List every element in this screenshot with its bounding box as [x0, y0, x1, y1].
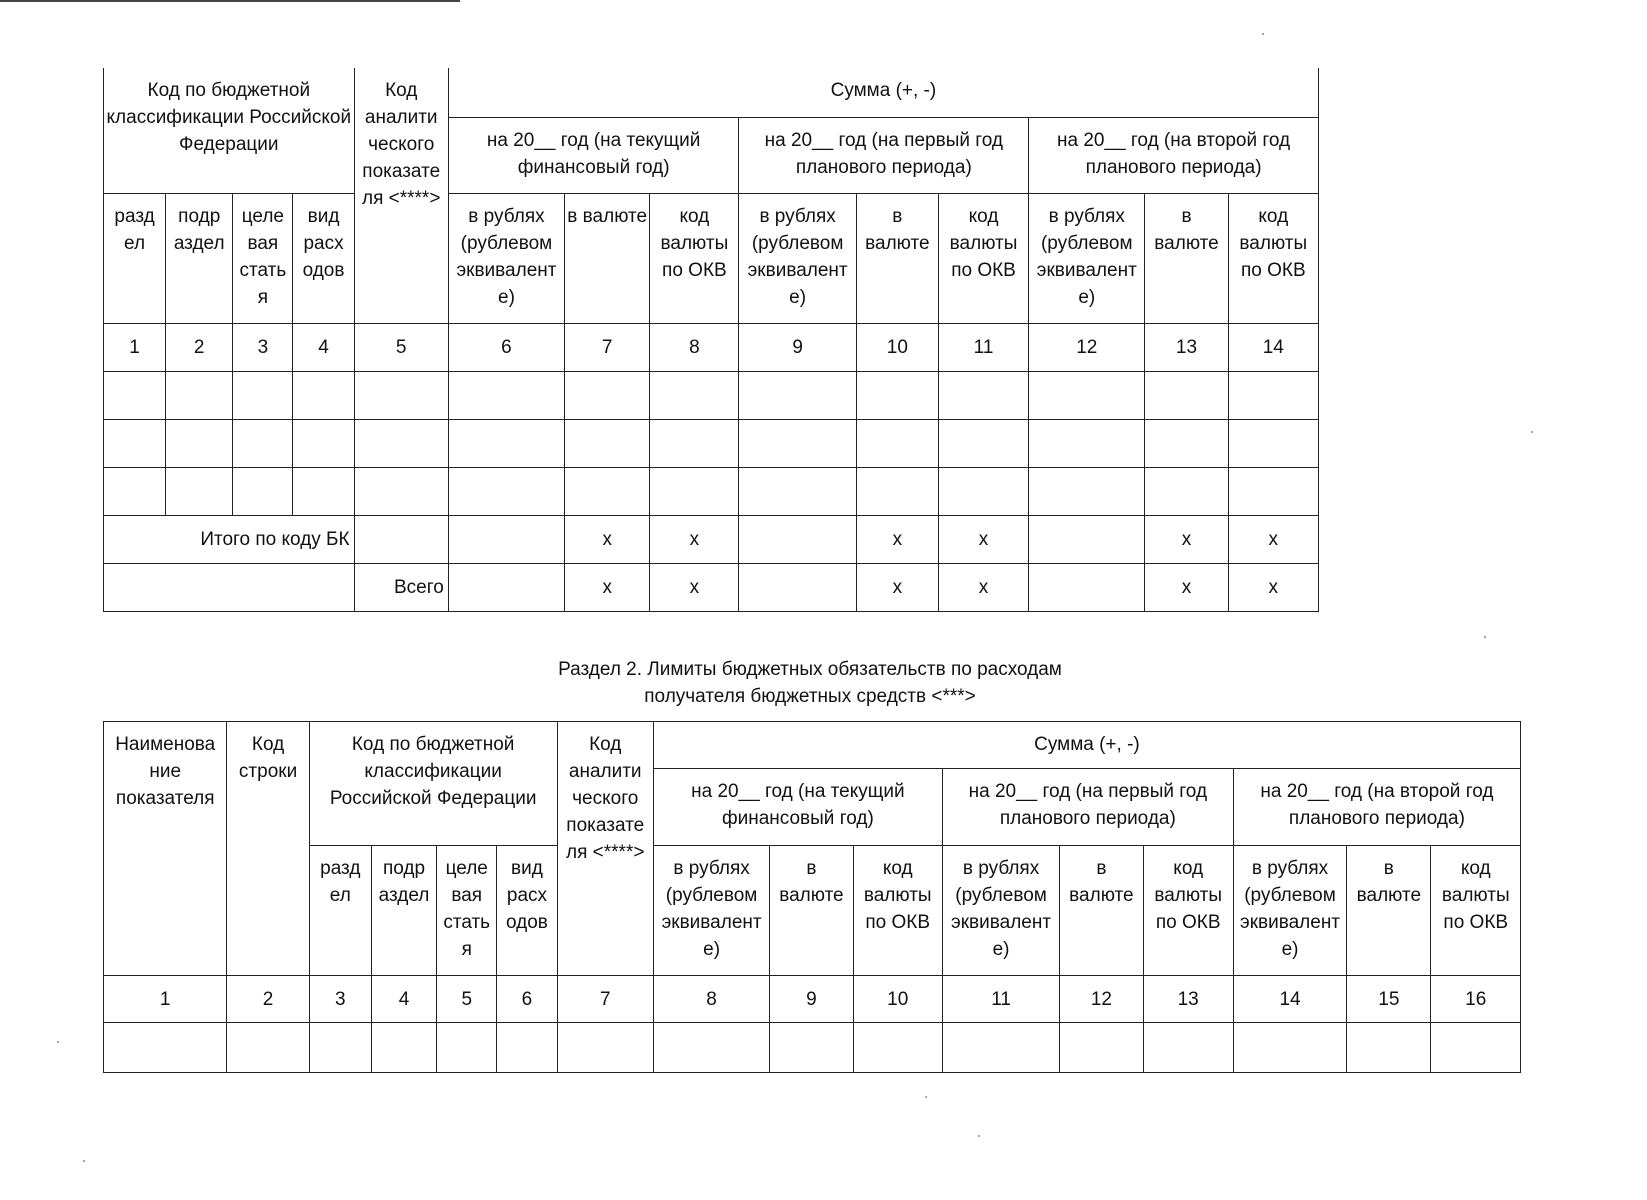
table-cell[interactable]: [856, 467, 938, 515]
not-applicable-mark: x: [856, 563, 938, 611]
table-cell[interactable]: [448, 563, 564, 611]
column-number: 14: [1228, 323, 1318, 371]
table-cell[interactable]: [770, 1023, 853, 1073]
column-number: 12: [1029, 323, 1145, 371]
section2-title-line2: получателя бюджетных средств <***>: [644, 686, 976, 707]
scan-speck: [925, 1096, 927, 1098]
column-number: 4: [293, 323, 354, 371]
currency-code-header: код валюты по ОКВ: [938, 193, 1028, 323]
year-first-header: на 20__ год (на первый год планового периода): [739, 117, 1029, 193]
currency-header: в валюте: [856, 193, 938, 323]
table-cell[interactable]: [448, 419, 564, 467]
table-cell[interactable]: [354, 467, 448, 515]
table-cell[interactable]: [371, 1023, 436, 1073]
rubles-header: в рублях (рублевом эквивалент е): [942, 846, 1059, 976]
column-number: 7: [557, 976, 653, 1023]
table-cell[interactable]: [293, 419, 354, 467]
table-cell[interactable]: [448, 467, 564, 515]
table-cell[interactable]: [354, 371, 448, 419]
table-cell[interactable]: [1233, 1023, 1346, 1073]
target-article-header: целе вая стать я: [437, 846, 497, 976]
table-cell[interactable]: [309, 1023, 371, 1073]
subsection-header: подр аздел: [371, 846, 436, 976]
table-cell[interactable]: [448, 515, 564, 563]
not-applicable-mark: x: [1228, 515, 1318, 563]
rubles-header: в рублях (рублевом эквивалент е): [448, 193, 564, 323]
rubles-header: в рублях (рублевом эквивалент е): [653, 846, 769, 976]
not-applicable-mark: x: [1145, 515, 1228, 563]
table-row: [104, 371, 1319, 419]
column-number: 8: [653, 976, 769, 1023]
table-cell[interactable]: [1228, 371, 1318, 419]
currency-header: в валюте: [770, 846, 853, 976]
scan-speck: [83, 1160, 85, 1162]
table-cell[interactable]: [938, 371, 1028, 419]
year-second-header: на 20__ год (на второй год планового периода): [1233, 769, 1520, 846]
table-cell[interactable]: [739, 419, 856, 467]
column-number: 1: [104, 323, 166, 371]
column-number: 3: [233, 323, 293, 371]
table-cell[interactable]: [565, 371, 650, 419]
table-cell[interactable]: [942, 1023, 1059, 1073]
scan-speck: [978, 1135, 980, 1137]
bk-code-header: Код по бюджетной классификации Российской Федерации: [104, 68, 355, 193]
total-bk-label: Итого по коду БК: [104, 515, 355, 563]
column-number: 6: [448, 323, 564, 371]
column-number: 5: [354, 323, 448, 371]
section2-table: [103, 721, 1521, 1073]
table-cell[interactable]: [1029, 419, 1145, 467]
rubles-header: в рублях (рублевом эквивалент е): [1233, 846, 1346, 976]
table-cell[interactable]: [650, 371, 739, 419]
column-number: 5: [437, 976, 497, 1023]
year-first-header: на 20__ год (на первый год планового периода): [942, 769, 1233, 846]
table-cell[interactable]: [565, 419, 650, 467]
sum-header: Сумма (+, -): [448, 68, 1318, 117]
column-number: 9: [739, 323, 856, 371]
not-applicable-mark: x: [938, 515, 1028, 563]
table-cell[interactable]: [437, 1023, 497, 1073]
row-code-header: Код строки: [227, 722, 309, 976]
year-second-header: на 20__ год (на второй год планового периода): [1029, 117, 1319, 193]
table-cell[interactable]: [354, 419, 448, 467]
column-number: 16: [1431, 976, 1521, 1023]
table-cell[interactable]: [233, 371, 293, 419]
target-article-header: целе вая стать я: [233, 193, 293, 323]
not-applicable-mark: x: [938, 563, 1028, 611]
table-cell[interactable]: [354, 515, 448, 563]
column-number: 7: [565, 323, 650, 371]
analytic-code-header: Код аналити ческого показате ля <****>: [354, 68, 448, 323]
table-cell[interactable]: [233, 467, 293, 515]
column-number: 11: [942, 976, 1059, 1023]
scan-speck: [57, 1041, 59, 1043]
section1-table: [103, 68, 1319, 612]
table-row: [104, 419, 1319, 467]
sum-header: Сумма (+, -): [653, 722, 1520, 769]
table-cell[interactable]: [233, 419, 293, 467]
grand-total-row: [104, 563, 1319, 611]
table-cell[interactable]: [557, 1023, 653, 1073]
table-cell[interactable]: [1060, 1023, 1143, 1073]
table-cell[interactable]: [293, 371, 354, 419]
currency-code-header: код валюты по ОКВ: [1431, 846, 1521, 976]
table-cell[interactable]: [448, 371, 564, 419]
table-cell[interactable]: [1143, 1023, 1233, 1073]
section-header: разд ел: [309, 846, 371, 976]
section2-title: [520, 656, 1100, 710]
currency-header: в валюте: [1145, 193, 1228, 323]
table-cell[interactable]: [293, 467, 354, 515]
column-number-row: [104, 976, 1521, 1023]
year-current-header: на 20__ год (на текущий финансовый год): [448, 117, 739, 193]
column-number: 8: [650, 323, 739, 371]
table-cell[interactable]: [166, 467, 233, 515]
column-number: 2: [166, 323, 233, 371]
column-number: 2: [227, 976, 309, 1023]
rubles-header: в рублях (рублевом эквивалент е): [739, 193, 856, 323]
column-number: 9: [770, 976, 853, 1023]
table-cell[interactable]: [853, 1023, 942, 1073]
section2-title-line1: Раздел 2. Лимиты бюджетных обязательств по расходам: [558, 659, 1062, 680]
table-cell[interactable]: [166, 371, 233, 419]
table-cell[interactable]: [1029, 563, 1145, 611]
column-number: 10: [853, 976, 942, 1023]
scan-speck: [1484, 636, 1486, 638]
blank-cell: [104, 563, 355, 611]
not-applicable-mark: x: [565, 563, 650, 611]
table-cell[interactable]: [104, 467, 166, 515]
column-number: 10: [856, 323, 938, 371]
table-cell[interactable]: [1228, 419, 1318, 467]
table-cell[interactable]: [650, 467, 739, 515]
table-cell[interactable]: [1145, 419, 1228, 467]
table-cell[interactable]: [739, 467, 856, 515]
table-cell[interactable]: [739, 563, 856, 611]
column-number: 3: [309, 976, 371, 1023]
not-applicable-mark: x: [650, 563, 739, 611]
currency-code-header: код валюты по ОКВ: [1228, 193, 1318, 323]
table-cell[interactable]: [1347, 1023, 1431, 1073]
grand-total-label: Всего: [354, 563, 448, 611]
table-row: [104, 467, 1319, 515]
currency-header: в валюте: [565, 193, 650, 323]
table-cell[interactable]: [565, 467, 650, 515]
table-cell[interactable]: [1145, 371, 1228, 419]
bk-code-header: Код по бюджетной классификации Российской Федерации: [309, 722, 557, 846]
rubles-header: в рублях (рублевом эквивалент е): [1029, 193, 1145, 323]
column-number: 15: [1347, 976, 1431, 1023]
column-number: 4: [371, 976, 436, 1023]
currency-code-header: код валюты по ОКВ: [650, 193, 739, 323]
section-header: разд ел: [104, 193, 166, 323]
table-cell[interactable]: [1228, 467, 1318, 515]
not-applicable-mark: x: [565, 515, 650, 563]
scan-speck: [1262, 33, 1264, 35]
table-cell[interactable]: [938, 467, 1028, 515]
column-number: 14: [1233, 976, 1346, 1023]
scan-edge-line: [0, 0, 460, 2]
column-number: 6: [497, 976, 557, 1023]
table-cell[interactable]: [1029, 371, 1145, 419]
table-cell[interactable]: [497, 1023, 557, 1073]
column-number: 12: [1060, 976, 1143, 1023]
total-bk-row: [104, 515, 1319, 563]
table-cell[interactable]: [166, 419, 233, 467]
expense-type-header: вид расх одов: [293, 193, 354, 323]
not-applicable-mark: x: [1145, 563, 1228, 611]
table-cell[interactable]: [104, 419, 166, 467]
table-cell[interactable]: [653, 1023, 769, 1073]
table-cell[interactable]: [739, 515, 856, 563]
table-cell[interactable]: [104, 371, 166, 419]
table-cell[interactable]: [1029, 467, 1145, 515]
analytic-code-header: Код аналити ческого показате ля <****>: [557, 722, 653, 976]
currency-header: в валюте: [1347, 846, 1431, 976]
column-number-row: [104, 323, 1319, 371]
expense-type-header: вид расх одов: [497, 846, 557, 976]
column-number: 1: [104, 976, 227, 1023]
currency-code-header: код валюты по ОКВ: [853, 846, 942, 976]
currency-header: в валюте: [1060, 846, 1143, 976]
table-cell[interactable]: [739, 371, 856, 419]
column-number: 11: [938, 323, 1028, 371]
table-cell[interactable]: [104, 1023, 227, 1073]
not-applicable-mark: x: [856, 515, 938, 563]
table-cell[interactable]: [1029, 515, 1145, 563]
currency-code-header: код валюты по ОКВ: [1143, 846, 1233, 976]
table-cell[interactable]: [650, 419, 739, 467]
year-current-header: на 20__ год (на текущий финансовый год): [653, 769, 942, 846]
column-number: 13: [1143, 976, 1233, 1023]
not-applicable-mark: x: [1228, 563, 1318, 611]
subsection-header: подр аздел: [166, 193, 233, 323]
table-cell[interactable]: [856, 371, 938, 419]
table-cell[interactable]: [1145, 467, 1228, 515]
table-cell[interactable]: [938, 419, 1028, 467]
not-applicable-mark: x: [650, 515, 739, 563]
table-cell[interactable]: [1431, 1023, 1521, 1073]
table-cell[interactable]: [227, 1023, 309, 1073]
indicator-name-header: Наименова ние показателя: [104, 722, 227, 976]
scan-speck: [1531, 431, 1533, 433]
table-row: [104, 1023, 1521, 1073]
column-number: 13: [1145, 323, 1228, 371]
table-cell[interactable]: [856, 419, 938, 467]
